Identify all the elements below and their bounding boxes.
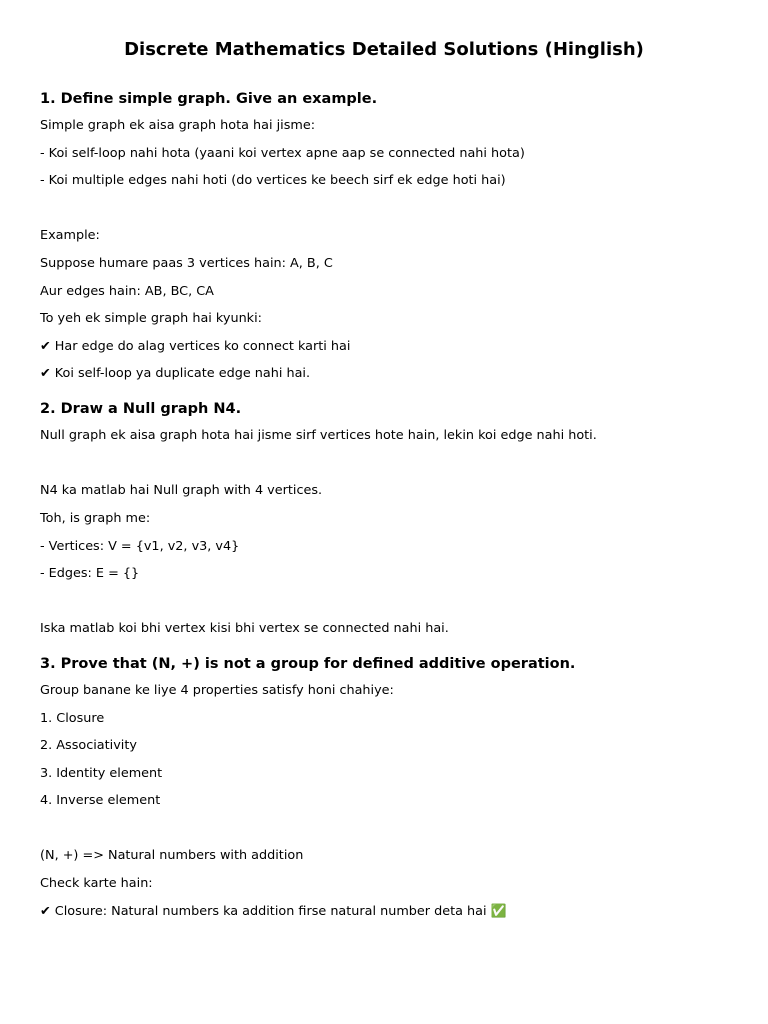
section-2-line: - Edges: E = {} <box>40 566 140 581</box>
section-2-line: Toh, is graph me: <box>40 511 151 526</box>
section-2-line: N4 ka matlab hai Null graph with 4 vertices. <box>40 483 323 498</box>
section-1-line: ✔ Koi self-loop ya duplicate edge nahi hai. <box>40 366 311 381</box>
section-1-line: Aur edges hain: AB, BC, CA <box>40 284 214 299</box>
section-1-line: - Koi multiple edges nahi hoti (do vertices ke beech sirf ek edge hoti hai) <box>40 173 506 188</box>
section-2-heading: 2. Draw a Null graph N4. <box>40 401 242 417</box>
section-3-line: 2. Associativity <box>40 738 137 753</box>
section-2-line: Null graph ek aisa graph hota hai jisme sirf vertices hote hain, lekin koi edge nahi hoti. <box>40 428 597 443</box>
section-3-line: Check karte hain: <box>40 876 153 891</box>
section-1-line: - Koi self-loop nahi hota (yaani koi vertex apne aap se connected nahi hota) <box>40 146 525 161</box>
section-3-heading: 3. Prove that (N, +) is not a group for defined additive operation. <box>40 656 576 672</box>
section-3-line: 3. Identity element <box>40 766 163 781</box>
section-1-line: ✔ Har edge do alag vertices ko connect karti hai <box>40 339 351 354</box>
section-3-line: 1. Closure <box>40 711 105 726</box>
section-1-line: Suppose humare paas 3 vertices hain: A, B, C <box>40 256 333 271</box>
section-1-line: Simple graph ek aisa graph hota hai jisme: <box>40 118 316 133</box>
section-2-line: Iska matlab koi bhi vertex kisi bhi vertex se connected nahi hai. <box>40 621 449 636</box>
document-title: Discrete Mathematics Detailed Solutions (Hinglish) <box>124 39 644 60</box>
section-1-line: To yeh ek simple graph hai kyunki: <box>40 311 262 326</box>
section-2-line: - Vertices: V = {v1, v2, v3, v4} <box>40 539 240 554</box>
section-3-line: (N, +) => Natural numbers with addition <box>40 848 304 863</box>
section-1-line: Example: <box>40 228 100 243</box>
section-3-line: ✔ Closure: Natural numbers ka addition firse natural number deta hai ✅ <box>40 904 507 919</box>
section-3-line: 4. Inverse element <box>40 793 161 808</box>
section-3-line: Group banane ke liye 4 properties satisfy honi chahiye: <box>40 683 394 698</box>
section-1-heading: 1. Define simple graph. Give an example. <box>40 91 378 107</box>
